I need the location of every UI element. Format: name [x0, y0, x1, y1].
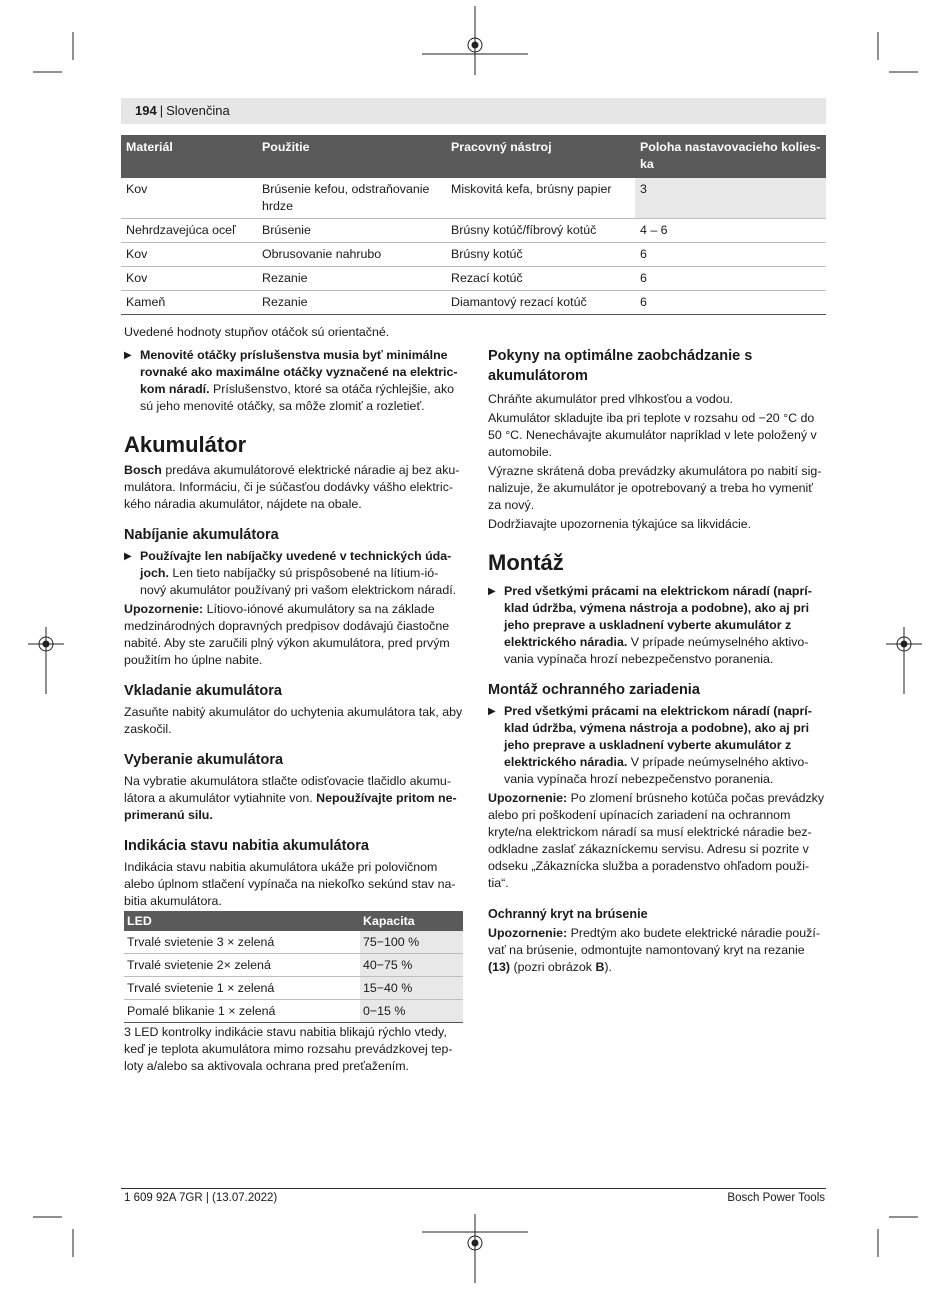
bullet-text: V prípade neúmyselného aktivo-vania vypínača hrozí nebezpečenstvo poranenia.	[504, 755, 809, 786]
table-cell: Trvalé svietenie 1 × zelená	[124, 977, 360, 1000]
paragraph	[488, 925, 828, 976]
paragraph	[488, 790, 828, 892]
section-heading-akumulator: Akumulátor	[124, 432, 247, 457]
note-label: Upozornenie:	[488, 791, 568, 805]
subheading-vkladanie: Vkladanie akumulátora	[124, 683, 282, 699]
paragraph: Indikácia stavu nabitia akumulátora ukáže pri polovičnom alebo úplnom stlačení vypínača na niekoľko sekúnd stav na-bitia akumulátora.	[124, 860, 456, 908]
triangle-right-icon: ▶	[488, 586, 496, 597]
table-cell: Kov	[121, 267, 257, 291]
table-row	[121, 178, 826, 219]
table-cell: 6	[635, 267, 826, 291]
table-cell: Kov	[121, 178, 257, 219]
table-cell: Brúsny kotúč/fíbrový kotúč	[446, 219, 635, 243]
column-header: Poloha nastavovacieho kolies-ka	[635, 135, 826, 178]
paragraph: Výrazne skrátená doba prevádzky akumulátora po nabití sig-nalizuje, že akumulátor je opotrebovaný a treba ho vymeniť za nový.	[488, 464, 822, 512]
footer-document-id: 1 609 92A 7GR | (13.07.2022)	[124, 1192, 278, 1204]
part-reference: (13)	[488, 960, 511, 974]
column-header: LED	[124, 911, 360, 931]
table-header-row	[124, 911, 463, 931]
triangle-right-icon: ▶	[124, 350, 132, 361]
table-cell: Brúsenie kefou, odstraňovanie hrdze	[257, 178, 446, 219]
paragraph: Zasuňte nabitý akumulátor do uchytenia akumulátora tak, aby zaskočil.	[124, 705, 463, 736]
subheading-vyberanie: Vyberanie akumulátora	[124, 752, 284, 768]
bullet-bold-text: Používajte len nabíjačky uvedené v technických úda-joch.	[140, 549, 452, 580]
table-cell: Kov	[121, 243, 257, 267]
paragraph-text: Po zlomení brúsneho kotúča počas prevádzky alebo pri poškodení upínacích zariadení na ochrannom kryte/na elektrickom náradí sa musí elektrické náradie bez-odkladne zaslať zákazníckemu servisu. Adresu si pozrite v odseku „Zákaznícka služba a poradenstvo ohľadom použi-tia“.	[488, 791, 825, 890]
table-cell: Obrusovanie nahrubo	[257, 243, 446, 267]
table-cell: 6	[635, 243, 826, 267]
subheading-nabijanie: Nabíjanie akumulátora	[124, 527, 279, 543]
subheading-ochranne: Montáž ochranného zariadenia	[488, 682, 700, 698]
section-heading-montaz: Montáž	[488, 550, 564, 575]
table-cell: 4 – 6	[635, 219, 826, 243]
table-cell: Brúsenie	[257, 219, 446, 243]
paragraph: 3 LED kontrolky indikácie stavu nabitia blikajú rýchlo vtedy, keď je teplota akumulátora mimo rozsahu prevádzkovej tep-loty a/alebo sa aktivovala ochrana pred preťažením.	[124, 1025, 453, 1073]
paragraph-text: (pozri obrázok	[510, 960, 596, 974]
column-header: Použitie	[257, 135, 446, 178]
table-cell: 15−40 %	[360, 977, 463, 1000]
note-label: Upozornenie:	[124, 602, 204, 616]
bullet-bold-text: Menovité otáčky príslušenstva musia byť minimálne rovnaké ako maximálne otáčky vyznačené na elektric-kom náradí.	[140, 348, 458, 396]
table-cell: 3	[635, 178, 826, 219]
table-cell: Trvalé svietenie 2× zelená	[124, 954, 360, 977]
table-row	[121, 219, 826, 243]
header-language: Slovenčina	[166, 103, 230, 118]
brand-name: Bosch	[124, 463, 162, 477]
triangle-right-icon: ▶	[488, 706, 496, 717]
paragraph-text: Na vybratie akumulátora stlačte odisťovacie tlačidlo akumu-látora a akumulátor vytiahnite von.	[124, 774, 451, 805]
page-header	[121, 98, 826, 124]
figure-reference: B	[595, 960, 605, 974]
bullet-bold-text: Pred všetkými prácami na elektrickom náradí (naprí-klad údržba, výmena nástroja a podobne), ako aj pri jeho preprave a uskladnení vyberte akumulátor z elektrického náradia.	[504, 704, 812, 769]
table-cell: Nehrdzavejúca oceľ	[121, 219, 257, 243]
table-cell: Trvalé svietenie 3 × zelená	[124, 931, 360, 954]
paragraph	[124, 601, 464, 669]
paragraph-bold-text: Nepoužívajte pritom ne-primeranú silu.	[124, 791, 457, 822]
table-row	[124, 931, 463, 954]
subheading-indikacia: Indikácia stavu nabitia akumulátora	[124, 838, 369, 854]
left-column	[124, 324, 464, 1077]
paragraph-text: Lítiovo-iónové akumulátory sa na základe medzinárodných dopravných predpisov dodávajú čiastočne nabité. Aby ste zaručili plný výkon akumulátora, pred prvým použitím ho úplne nabite.	[124, 602, 450, 667]
table-row	[124, 977, 463, 1000]
warning-bullet	[124, 347, 464, 415]
warning-bullet	[124, 548, 464, 599]
led-table	[124, 911, 463, 1023]
table-cell: Pomalé blikanie 1 × zelená	[124, 1000, 360, 1023]
header-separator: |	[159, 103, 164, 118]
paragraph: Chráňte akumulátor pred vlhkosťou a vodou.	[488, 392, 734, 406]
bullet-text: Príslušenstvo, ktoré sa otáča rýchlejšie, ako sú jeho menovité otáčky, sa môže zlomiť a rozletieť.	[140, 382, 455, 413]
table-cell: Miskovitá kefa, brúsny papier	[446, 178, 635, 219]
table-cell: Brúsny kotúč	[446, 243, 635, 267]
table-row	[124, 1000, 463, 1023]
paragraph	[124, 462, 464, 513]
right-column	[488, 346, 828, 978]
table-row	[124, 954, 463, 977]
paragraph: Akumulátor skladujte iba pri teplote v rozsahu od −20 °C do 50 °C. Nenechávajte akumulátor napríklad v lete položený v automobile.	[488, 411, 817, 459]
subheading-pokyny: Pokyny na optimálne zaobchádzanie s akumulátorom	[488, 348, 753, 384]
bullet-bold-text: Pred všetkými prácami na elektrickom náradí (naprí-klad údržba, výmena nástroja a podobne), ako aj pri jeho preprave a uskladnení vyberte akumulátor z elektrického náradia.	[504, 584, 812, 649]
table-row	[121, 291, 826, 315]
warning-bullet	[488, 703, 828, 788]
table-row	[121, 267, 826, 291]
table-cell: 40−75 %	[360, 954, 463, 977]
warning-bullet	[488, 583, 828, 668]
table-cell: 0−15 %	[360, 1000, 463, 1023]
table-header-row	[121, 135, 826, 178]
footer-divider	[121, 1188, 826, 1189]
paragraph-text: Predtým ako budete elektrické náradie použí-vať na brúsenie, odmontujte namontovaný kryt na rezanie	[488, 926, 820, 957]
table-cell: 75−100 %	[360, 931, 463, 954]
table-cell: Rezací kotúč	[446, 267, 635, 291]
bullet-text: V prípade neúmyselného aktivo-vania vypínača hrozí nebezpečenstvo poranenia.	[504, 635, 809, 666]
column-header: Materiál	[121, 135, 257, 178]
column-header: Pracovný nástroj	[446, 135, 635, 178]
orientation-note: Uvedené hodnoty stupňov otáčok sú orientačné.	[124, 325, 390, 339]
table-row	[121, 243, 826, 267]
footer-brand: Bosch Power Tools	[727, 1192, 825, 1204]
material-table	[121, 135, 826, 315]
bullet-text: Len tieto nabíjačky sú prispôsobené na lítium-ió-nový akumulátor používaný pri vašom elektrickom náradí.	[140, 566, 457, 597]
paragraph	[124, 773, 464, 824]
table-cell: Rezanie	[257, 267, 446, 291]
paragraph-text: ).	[604, 960, 612, 974]
subheading-kryt: Ochranný kryt na brúsenie	[488, 907, 648, 921]
column-header: Kapacita	[360, 911, 463, 931]
paragraph: Dodržiavajte upozornenia týkajúce sa likvidácie.	[488, 517, 752, 531]
table-cell: 6	[635, 291, 826, 315]
table-cell: Kameň	[121, 291, 257, 315]
triangle-right-icon: ▶	[124, 551, 132, 562]
table-cell: Rezanie	[257, 291, 446, 315]
page-number: 194	[135, 103, 157, 118]
paragraph-text: predáva akumulátorové elektrické náradie aj bez aku-mulátora. Informáciu, či je súčasťou dodávky vášho elektric-kého náradia akumulátor, nájdete na obale.	[124, 463, 460, 511]
note-label: Upozornenie:	[488, 926, 568, 940]
table-cell: Diamantový rezací kotúč	[446, 291, 635, 315]
